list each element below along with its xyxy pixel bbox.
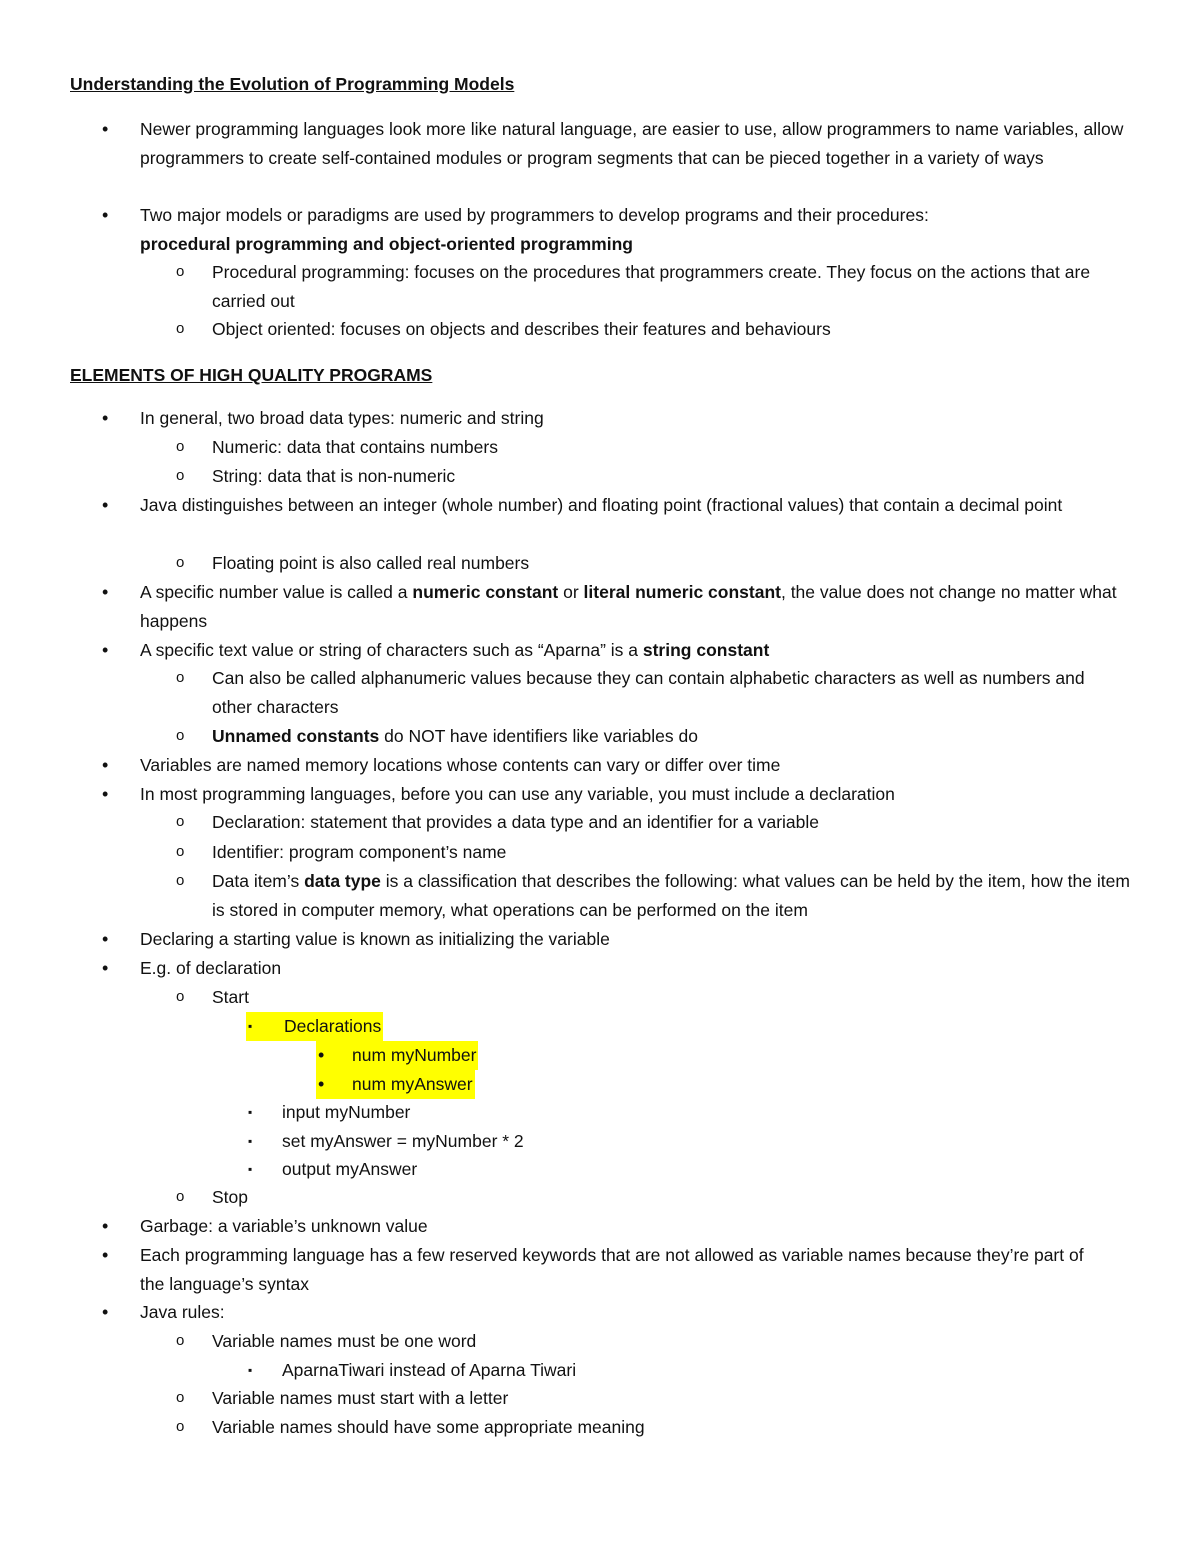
list-item (176, 315, 1136, 344)
text-bold: data type (304, 871, 381, 891)
list-item-text: Newer programming languages look more like natural language, are easier to use, allow programmers to name variables, allow programmers to create self-contained modules or program segments that can be pieced together in a variety of ways (140, 119, 1124, 168)
square-marker: ▪ (246, 1012, 284, 1041)
list-item-text (212, 722, 698, 751)
list-item-text: AparnaTiwari instead of Aparna Tiwari (282, 1360, 577, 1380)
list-item (248, 1356, 1128, 1385)
list-item-text: In most programming languages, before you can use any variable, you must include a declaration (140, 784, 895, 804)
list-item-text (140, 578, 1132, 635)
list-item-text: Identifier: program component’s name (212, 842, 507, 862)
circle-marker: o (176, 669, 185, 686)
list-item-text: Can also be called alphanumeric values because they can contain alphabetic characters as well as numbers and other characters (212, 668, 1085, 717)
list-item-text: Garbage: a variable’s unknown value (140, 1216, 428, 1236)
list-item-text: Declarations (284, 1012, 383, 1041)
list-item (176, 462, 1136, 491)
list-item-text: input myNumber (282, 1102, 411, 1122)
list-item-text: Declaration: statement that provides a data type and an identifier for a variable (212, 812, 820, 832)
list-item-text: Stop (212, 1187, 248, 1207)
list-item (176, 838, 1136, 867)
bullet-marker: • (102, 1245, 109, 1265)
list-item (102, 780, 1132, 809)
bullet-marker: • (102, 1216, 109, 1236)
section-heading-evolution: Understanding the Evolution of Programming Models (70, 74, 515, 94)
list-item (316, 1041, 478, 1070)
list-item-text: String: data that is non-numeric (212, 466, 456, 486)
list-item (102, 1241, 1102, 1298)
circle-marker: o (176, 1418, 185, 1435)
text-plain: A specific text value or string of characters such as “Aparna” is a (140, 640, 643, 660)
text-plain: or (558, 582, 584, 602)
list-item (102, 491, 1112, 520)
bullet-marker: • (102, 205, 109, 225)
bullet-marker: • (102, 495, 109, 515)
list-item (176, 808, 1136, 837)
list-item-text: num myNumber (352, 1041, 478, 1070)
list-item-text: Variable names must start with a letter (212, 1388, 509, 1408)
list-item (316, 1070, 475, 1099)
list-item-text: set myAnswer = myNumber * 2 (282, 1131, 524, 1151)
list-item (176, 722, 1136, 751)
list-item (176, 433, 1136, 462)
circle-marker: o (176, 467, 185, 484)
list-item-text: Declaring a starting value is known as initializing the variable (140, 929, 610, 949)
list-item (102, 404, 1132, 433)
circle-marker: o (176, 320, 185, 337)
text-plain: Two major models or paradigms are used by programmers to develop programs and their procedures: (140, 205, 929, 225)
list-item-text: Java distinguishes between an integer (whole number) and floating point (fractional values) that contain a decimal point (140, 495, 1063, 515)
list-item (102, 578, 1132, 635)
list-item-text: Variable names must be one word (212, 1331, 477, 1351)
circle-marker: o (176, 263, 185, 280)
list-item-text: output myAnswer (282, 1159, 418, 1179)
bullet-marker: • (102, 408, 109, 428)
list-item-text (140, 636, 769, 665)
square-marker: ▪ (248, 1363, 253, 1377)
circle-marker: o (176, 872, 185, 889)
list-item-text: Each programming language has a few reserved keywords that are not allowed as variable names because they’re part of the language’s syntax (140, 1245, 1084, 1294)
list-item-text: num myAnswer (352, 1070, 475, 1099)
circle-marker: o (176, 438, 185, 455)
circle-marker: o (176, 988, 185, 1005)
list-item-text (140, 201, 929, 258)
list-item-text: In general, two broad data types: numeric and string (140, 408, 544, 428)
bullet-marker: • (102, 755, 109, 775)
bullet-marker: • (102, 582, 109, 602)
section-heading-elements: ELEMENTS OF HIGH QUALITY PROGRAMS (70, 365, 433, 385)
list-item-text (212, 867, 1136, 924)
list-item-text: Floating point is also called real numbers (212, 553, 530, 573)
text-plain: Data item’s (212, 871, 305, 891)
list-item (176, 1183, 1136, 1212)
list-item (176, 1384, 1136, 1413)
list-item-text: Start (212, 987, 249, 1007)
circle-marker: o (176, 813, 185, 830)
list-item (102, 1298, 1132, 1327)
list-item (176, 983, 1136, 1012)
list-item (248, 1127, 1128, 1156)
bullet-marker: • (316, 1041, 352, 1070)
list-item-text: Variable names should have some appropriate meaning (212, 1417, 645, 1437)
square-marker: ▪ (248, 1162, 253, 1176)
list-item-text: Object oriented: focuses on objects and describes their features and behaviours (212, 319, 831, 339)
text-bold: procedural programming and object-oriented programming (140, 233, 633, 254)
list-item-text: Numeric: data that contains numbers (212, 437, 498, 457)
text-plain: is a classification that describes the following: what values can be held by the item, how the item is stored in computer memory, what operations can be performed on the item (212, 871, 1130, 920)
text-plain: A specific number value is called a (140, 582, 413, 602)
list-item (102, 751, 1132, 780)
list-item (102, 954, 1132, 983)
list-item-text: E.g. of declaration (140, 958, 282, 978)
list-item (176, 1327, 1136, 1356)
square-marker: ▪ (248, 1105, 253, 1119)
list-item (248, 1098, 1128, 1127)
text-bold: literal numeric constant (583, 582, 781, 602)
circle-marker: o (176, 727, 185, 744)
list-item (176, 549, 1136, 578)
circle-marker: o (176, 554, 185, 571)
list-item (248, 1155, 1128, 1184)
list-item (102, 925, 1132, 954)
circle-marker: o (176, 1188, 185, 1205)
circle-marker: o (176, 1389, 185, 1406)
circle-marker: o (176, 843, 185, 860)
list-item (102, 636, 1132, 665)
square-marker: ▪ (248, 1134, 253, 1148)
text-bold: numeric constant (412, 582, 559, 602)
circle-marker: o (176, 1332, 185, 1349)
bullet-marker: • (102, 958, 109, 978)
list-item (176, 867, 1136, 924)
list-item (102, 201, 1132, 258)
bullet-marker: • (102, 784, 109, 804)
text-bold: string constant (642, 640, 770, 660)
list-item-text: Variables are named memory locations whose contents can vary or differ over time (140, 755, 781, 775)
bullet-marker: • (102, 119, 109, 139)
list-item (102, 115, 1132, 172)
text-plain: do NOT have identifiers like variables do (379, 726, 698, 746)
list-item (176, 1413, 1136, 1442)
list-item (176, 258, 1136, 315)
bullet-marker: • (102, 1302, 109, 1322)
text-plain: , the value does not change no matter what happens (140, 582, 1117, 631)
list-item-text: Java rules: (140, 1302, 225, 1322)
list-item (246, 1012, 383, 1041)
list-item-text: Procedural programming: focuses on the procedures that programmers create. They focus on the actions that are carried out (212, 262, 1091, 311)
list-item (102, 1212, 1132, 1241)
bullet-marker: • (102, 929, 109, 949)
text-bold: Unnamed constants (212, 726, 380, 746)
bullet-marker: • (316, 1070, 352, 1099)
list-item (176, 664, 1106, 721)
bullet-marker: • (102, 640, 109, 660)
